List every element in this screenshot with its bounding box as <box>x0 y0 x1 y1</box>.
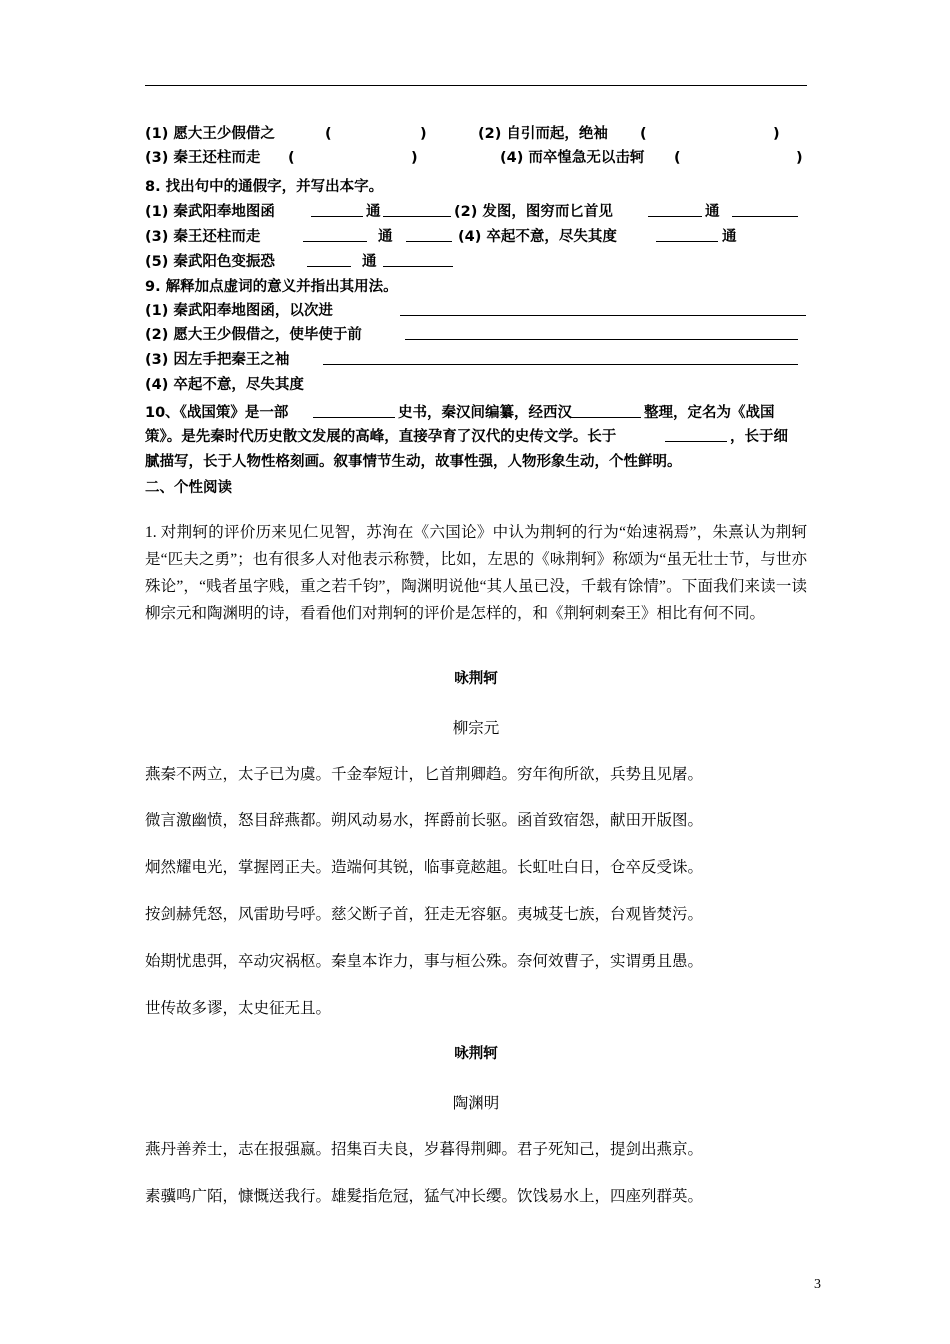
q7-item-4: (4) 而卒惶急无以击轲 <box>500 150 645 166</box>
q7-open-paren: ( <box>640 126 647 142</box>
page-number: 3 <box>814 1277 821 1292</box>
answer-blank[interactable] <box>307 251 351 267</box>
q8-item-2: (2) 发图，图穷而匕首见 <box>454 204 613 220</box>
q7-open-paren: ( <box>674 150 681 166</box>
tong-label: 通 <box>366 204 381 220</box>
answer-blank[interactable] <box>383 201 451 217</box>
q7-item-1: (1) 愿大王少假借之 <box>145 126 275 142</box>
answer-blank[interactable] <box>406 226 452 242</box>
q8-item-4: (4) 卒起不意，尽失其度 <box>458 229 617 245</box>
answer-blank[interactable] <box>303 226 367 242</box>
answer-line[interactable] <box>400 300 806 316</box>
poem1-author: 柳宗元 <box>452 720 500 737</box>
answer-blank[interactable] <box>656 226 718 242</box>
q9-row-4: (4) 卒起不意，尽失其度 <box>145 377 304 393</box>
tong-label: 通 <box>705 204 720 220</box>
q7-open-paren: ( <box>325 126 332 142</box>
q10-text: ，长于细 <box>730 429 788 445</box>
answer-line[interactable] <box>323 349 798 365</box>
poem1-title: 咏荆轲 <box>454 671 498 687</box>
q7-item-2: (2) 自引而起，绝袖 <box>478 126 608 142</box>
poem-line: 按剑赫凭怒，风雷助号呼。慈父断子首，狂走无容躯。夷城芟七族，台观皆焚污。 <box>145 906 704 923</box>
answer-blank[interactable] <box>732 201 798 217</box>
q7-close-paren: ) <box>420 126 427 142</box>
poem-line: 素骥鸣广陌，慷慨送我行。雄髮指危冠，猛气冲长缨。饮饯易水上，四座列群英。 <box>145 1188 704 1205</box>
q10-text: 10、《战国策》是一部 <box>145 405 289 421</box>
poem-line: 炯然耀电光，掌握罔正夫。造端何其锐，临事竟趑趄。长虹吐白日，仓卒反受诛。 <box>145 859 704 876</box>
poem-line: 始期忧患弭，卒动灾祸枢。秦皇本诈力，事与桓公殊。奈何效曹子，实谓勇且愚。 <box>145 953 704 970</box>
q8-item-3: (3) 秦王还柱而走 <box>145 229 261 245</box>
q9-item-3: (3) 因左手把秦王之袖 <box>145 352 290 368</box>
q7-close-paren: ) <box>411 150 418 166</box>
answer-blank[interactable] <box>571 402 641 418</box>
q7-close-paren: ) <box>773 126 780 142</box>
q7-open-paren: ( <box>288 150 295 166</box>
q9-item-1: (1) 秦武阳奉地图函，以次进 <box>145 303 333 319</box>
answer-line[interactable] <box>405 324 798 340</box>
poem2-author: 陶渊明 <box>452 1095 500 1112</box>
poem-line: 燕秦不两立，太子已为虞。千金奉短计，匕首荆卿趋。穷年徇所欲，兵势且见屠。 <box>145 766 704 783</box>
poem-line: 微言激幽愤，怒目辞燕都。朔风动易水，挥爵前长驱。函首致宿怨，献田开版图。 <box>145 812 704 829</box>
tong-label: 通 <box>362 254 377 270</box>
poem-line: 世传故多谬，太史征无且。 <box>145 1000 332 1017</box>
q8-item-1: (1) 秦武阳奉地图函 <box>145 204 275 220</box>
q8-item-5: (5) 秦武阳色变振恐 <box>145 254 275 270</box>
header-rule <box>145 85 807 86</box>
tong-label: 通 <box>378 229 393 245</box>
answer-blank[interactable] <box>648 201 702 217</box>
tong-label: 通 <box>722 229 737 245</box>
answer-blank[interactable] <box>311 201 363 217</box>
poem2-title: 咏荆轲 <box>454 1046 498 1062</box>
q9-title: 9. 解释加点虚词的意义并指出其用法。 <box>145 279 398 295</box>
poem-line: 燕丹善养士，志在报强嬴。招集百夫良，岁暮得荆卿。君子死知己，提剑出燕京。 <box>145 1141 704 1158</box>
answer-blank[interactable] <box>313 402 395 418</box>
q9-item-2: (2) 愿大王少假借之，使毕使于前 <box>145 327 362 343</box>
q7-close-paren: ) <box>796 150 803 166</box>
answer-blank[interactable] <box>383 251 453 267</box>
q10-line-3: 腻描写，长于人物性格刻画。叙事情节生动，故事性强，人物形象生动，个性鲜明。 <box>145 454 682 470</box>
q10-text: 史书，秦汉间编纂，经西汉 <box>398 405 572 421</box>
q10-text: 整理，定名为《战国 <box>644 405 775 421</box>
q7-item-3: (3) 秦王还柱而走 <box>145 150 261 166</box>
intro-paragraph: 1. 对荆轲的评价历来见仁见智，苏洵在《六国论》中认为荆轲的行为“始速祸焉”，朱熹认为荆轲是“匹夫之勇”；也有很多人对他表示称赞，比如，左思的《咏荆轲》称颂为“虽无壮士节，与世亦殊论”，“贱者虽字贱，重之若千钧”，陶渊明说他“其人虽已没，千载有馀情”。下面我们来读一读柳宗元和陶渊明的诗，看看他们对荆轲的评价是怎样的，和《荆轲刺秦王》相比有何不同。 <box>145 524 807 622</box>
q8-title: 8. 找出句中的通假字，并写出本字。 <box>145 179 384 195</box>
section-heading: 二、个性阅读 <box>145 480 232 496</box>
q10-text: 策》。是先秦时代历史散文发展的高峰，直接孕育了汉代的史传文学。长于 <box>145 429 617 445</box>
answer-blank[interactable] <box>665 426 727 442</box>
